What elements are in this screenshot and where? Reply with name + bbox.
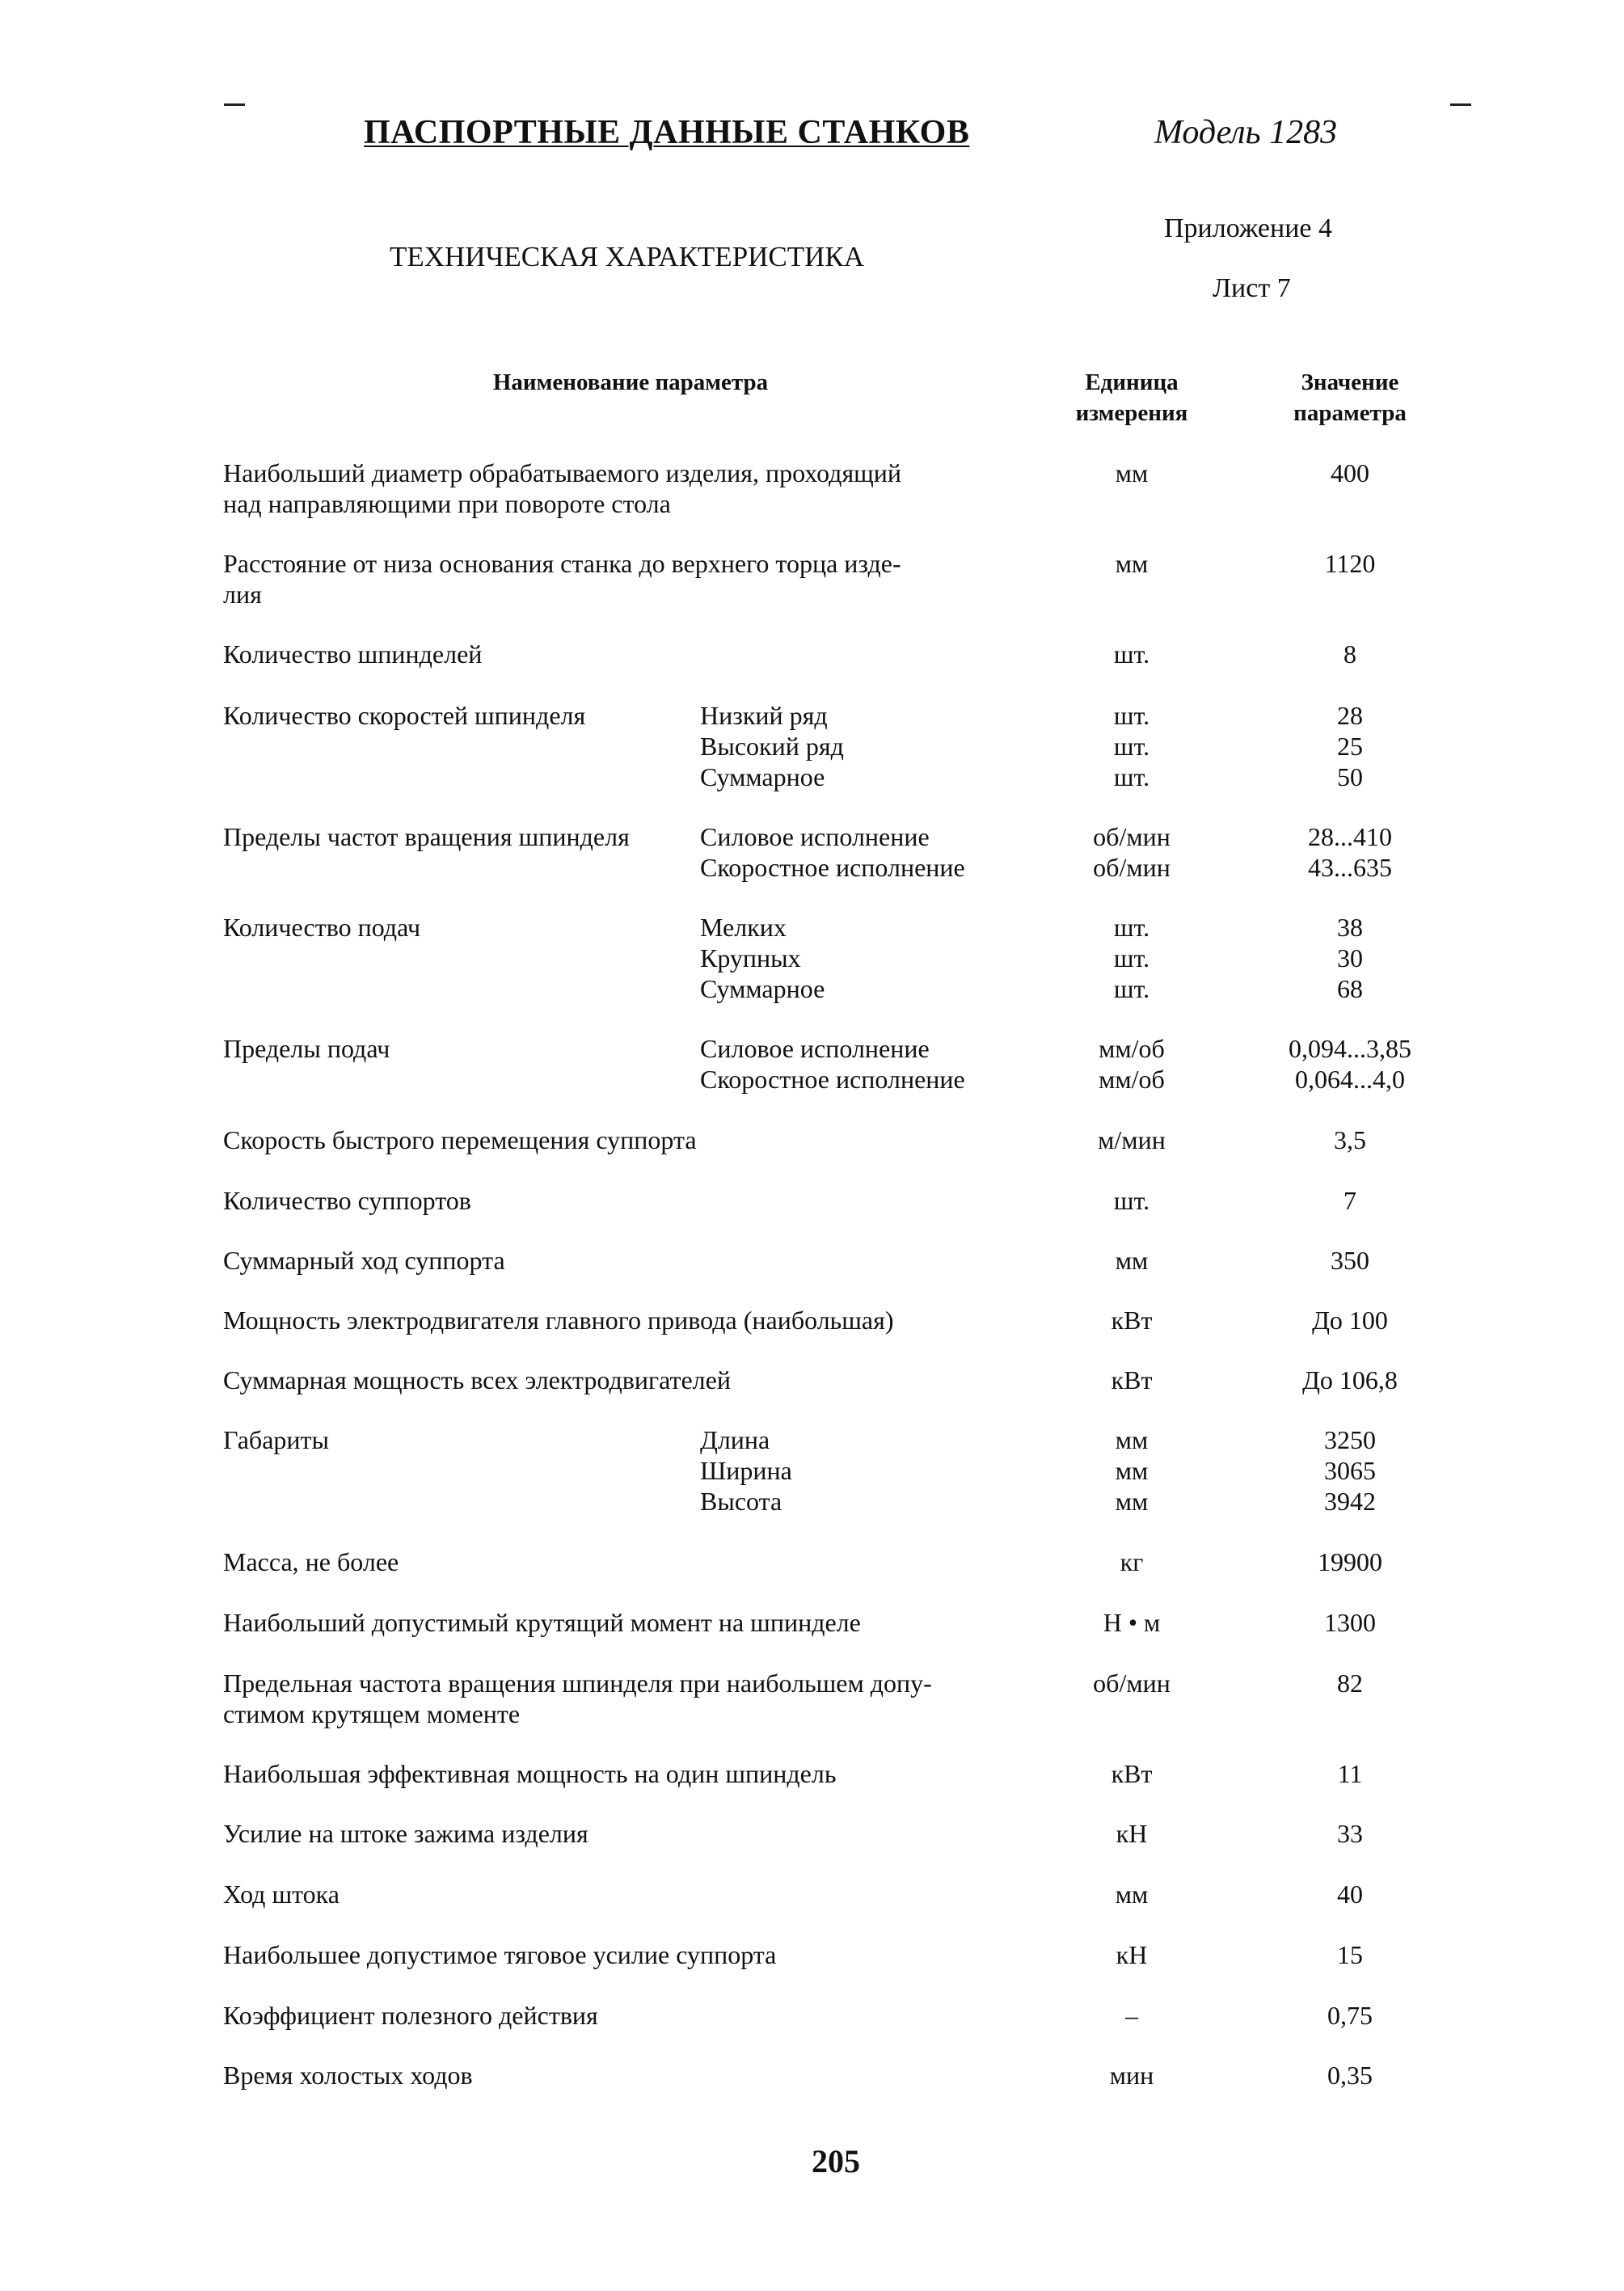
parameter-variant-line: Скоростное исполнение — [700, 1065, 965, 1094]
parameter-unit-line: кВт — [1111, 1759, 1153, 1788]
parameter-value — [1249, 2060, 1451, 2091]
parameter-name — [223, 1668, 1023, 1729]
parameter-value — [1249, 639, 1451, 669]
parameter-value-line: 7 — [1343, 1186, 1356, 1215]
parameter-value — [1249, 548, 1451, 579]
parameter-name — [223, 2000, 1023, 2031]
parameter-unit — [1035, 1818, 1229, 1849]
parameter-name — [223, 2060, 1023, 2091]
parameter-value-line: 40 — [1337, 1880, 1363, 1909]
parameter-name — [223, 1607, 1023, 1638]
parameter-unit — [1035, 458, 1229, 488]
parameter-name-line: Суммарный ход суппорта — [223, 1246, 505, 1275]
parameter-name — [223, 639, 1023, 669]
parameter-unit-line: мм — [1115, 1880, 1149, 1909]
corner-mark-right — [1450, 103, 1471, 106]
parameter-variant-line: Суммарное — [700, 974, 825, 1003]
parameter-name-line: Наибольший допустимый крутящий момент на шпинделе — [223, 1608, 861, 1637]
parameter-name-line: Предельная частота вращения шпинделя при наибольшем допу- — [223, 1669, 932, 1698]
parameter-value-line: 0,75 — [1327, 2001, 1373, 2030]
parameter-name-line: над направляющими при повороте стола — [223, 489, 671, 518]
parameter-value — [1249, 821, 1451, 883]
parameter-unit-line: шт. — [1113, 1186, 1150, 1215]
parameter-unit — [1035, 2000, 1229, 2031]
section-title: ТЕХНИЧЕСКАЯ ХАРАКТЕРИСТИКА — [390, 241, 865, 272]
parameter-value-line: 3065 — [1324, 1456, 1376, 1485]
parameter-unit-line: кг — [1120, 1547, 1144, 1576]
parameter-value-line: 1120 — [1324, 549, 1376, 578]
parameter-unit-line: шт. — [1113, 943, 1150, 973]
parameter-name-line: Габариты — [223, 1425, 329, 1454]
corner-mark-left — [224, 103, 245, 106]
parameter-variant-line: Скоростное исполнение — [700, 853, 965, 882]
parameter-value-line: 50 — [1337, 762, 1363, 791]
parameter-unit — [1035, 1607, 1229, 1638]
parameter-unit-line: шт. — [1113, 732, 1150, 761]
parameter-value-line: 400 — [1331, 458, 1369, 487]
parameter-variant-line: Высота — [700, 1487, 782, 1516]
parameter-name-line: стимом крутящем моменте — [223, 1699, 521, 1728]
parameter-value-line: 25 — [1337, 732, 1363, 761]
parameter-unit — [1035, 1245, 1229, 1276]
parameter-name-line: Расстояние от низа основания станка до верхнего торца изде- — [223, 549, 901, 578]
document-title: ПАСПОРТНЫЕ ДАННЫЕ СТАНКОВ — [364, 114, 970, 151]
parameter-value-line: 82 — [1337, 1669, 1363, 1698]
parameter-value — [1249, 1305, 1451, 1335]
parameter-name — [223, 458, 1023, 519]
parameter-name-line: Пределы частот вращения шпинделя — [223, 822, 630, 851]
parameter-name-line: Наибольшая эффективная мощность на один шпиндель — [223, 1759, 837, 1788]
parameter-unit — [1035, 1424, 1229, 1517]
parameter-unit-line: мм — [1115, 1425, 1149, 1454]
parameter-variant — [700, 700, 1040, 792]
parameter-unit-line: кН — [1116, 1940, 1148, 1969]
parameter-name-line: лия — [223, 580, 262, 609]
parameter-variant-line: Силовое исполнение — [700, 822, 930, 851]
parameter-name — [223, 1305, 1023, 1335]
parameter-name-line: Наибольшее допустимое тяговое усилие суппорта — [223, 1940, 777, 1969]
parameter-value-line: 3942 — [1324, 1487, 1376, 1516]
parameter-unit — [1035, 1033, 1229, 1095]
parameter-value-line: До 106,8 — [1302, 1365, 1398, 1394]
parameter-value-line: 1300 — [1324, 1608, 1376, 1637]
parameter-name-line: Ход штока — [223, 1880, 340, 1909]
parameter-name — [223, 1818, 1023, 1849]
parameter-value-line: До 100 — [1312, 1306, 1388, 1335]
parameter-value — [1249, 1033, 1451, 1095]
model-label: Модель 1283 — [1154, 114, 1338, 151]
parameter-name-line: Масса, не более — [223, 1547, 399, 1576]
parameter-value — [1249, 1245, 1451, 1276]
parameter-name — [223, 1939, 1023, 1970]
parameter-value-line: 38 — [1337, 913, 1363, 942]
column-header-unit — [1035, 367, 1229, 428]
parameter-unit — [1035, 1546, 1229, 1577]
parameter-value — [1249, 1758, 1451, 1789]
parameter-value — [1249, 1365, 1451, 1395]
parameter-name — [223, 1424, 700, 1455]
parameter-value — [1249, 1668, 1451, 1698]
appendix-label: Приложение 4 — [1164, 213, 1332, 243]
parameter-variant-line: Мелких — [700, 913, 787, 942]
parameter-value — [1249, 700, 1451, 792]
parameter-value-line: 3250 — [1324, 1425, 1376, 1454]
parameter-name-line: Количество суппортов — [223, 1186, 471, 1215]
parameter-value-line: 3,5 — [1334, 1125, 1366, 1154]
parameter-unit — [1035, 1668, 1229, 1698]
parameter-value — [1249, 1818, 1451, 1849]
parameter-value-line: 68 — [1337, 974, 1363, 1003]
column-header-unit-line-2: измерения — [1075, 400, 1188, 426]
parameter-name-line: Количество подач — [223, 913, 421, 942]
parameter-unit-line: мм/об — [1099, 1065, 1165, 1094]
parameter-unit-line: мин — [1109, 2061, 1154, 2090]
parameter-variant-line: Длина — [700, 1425, 770, 1454]
column-header-unit-line-1: Единица — [1085, 369, 1179, 395]
parameter-unit-line: кН — [1116, 1819, 1148, 1848]
parameter-value — [1249, 1607, 1451, 1638]
parameter-name — [223, 1124, 1023, 1155]
column-header-value — [1249, 367, 1451, 428]
parameter-unit — [1035, 2060, 1229, 2091]
column-header-value-line-2: параметра — [1293, 400, 1407, 426]
parameter-name-line: Наибольший диаметр обрабатываемого изделия, проходящий — [223, 458, 902, 487]
parameter-name — [223, 1546, 1023, 1577]
parameter-unit-line: шт. — [1113, 913, 1150, 942]
parameter-unit — [1035, 1879, 1229, 1909]
parameter-name-line: Усилие на штоке зажима изделия — [223, 1819, 588, 1848]
parameter-value-line: 0,35 — [1327, 2061, 1373, 2090]
parameter-name-line: Суммарная мощность всех электродвигателей — [223, 1365, 731, 1394]
parameter-unit — [1035, 1758, 1229, 1789]
parameter-name — [223, 912, 700, 943]
parameter-variant-line: Ширина — [700, 1456, 792, 1485]
parameter-name — [223, 548, 1023, 610]
parameter-unit — [1035, 912, 1229, 1004]
parameter-unit-line: об/мин — [1093, 1669, 1171, 1698]
parameter-unit — [1035, 639, 1229, 669]
parameter-value — [1249, 458, 1451, 488]
parameter-unit-line: м/мин — [1098, 1125, 1166, 1154]
parameter-name-line: Пределы подач — [223, 1034, 390, 1063]
parameter-variant — [700, 912, 1040, 1004]
parameter-value — [1249, 1939, 1451, 1970]
parameter-unit — [1035, 1365, 1229, 1395]
parameter-unit — [1035, 1185, 1229, 1216]
column-header-parameter — [469, 367, 792, 398]
parameter-value-line: 0,094...3,85 — [1289, 1034, 1411, 1063]
parameter-value — [1249, 1424, 1451, 1517]
parameter-name — [223, 1185, 1023, 1216]
parameter-name — [223, 821, 700, 852]
parameter-value-line: 19900 — [1318, 1547, 1382, 1576]
parameter-variant-line: Высокий ряд — [700, 732, 844, 761]
parameter-variant — [700, 1424, 1040, 1517]
parameter-value-line: 350 — [1331, 1246, 1369, 1275]
parameter-unit-line: мм — [1115, 549, 1149, 578]
page-number: 205 — [812, 2143, 860, 2179]
parameter-variant-line: Крупных — [700, 943, 801, 973]
parameter-value-line: 30 — [1337, 943, 1363, 973]
parameter-unit-line: шт. — [1113, 639, 1150, 669]
parameter-value-line: 8 — [1343, 639, 1356, 669]
parameter-unit-line: шт. — [1113, 762, 1150, 791]
parameter-value — [1249, 1546, 1451, 1577]
parameter-unit-line: – — [1125, 2001, 1138, 2030]
parameter-variant-line: Низкий ряд — [700, 701, 828, 730]
parameter-name — [223, 700, 700, 731]
parameter-unit-line: мм — [1115, 458, 1149, 487]
parameter-name — [223, 1033, 700, 1064]
parameter-unit-line: шт. — [1113, 974, 1150, 1003]
parameter-value-line: 0,064...4,0 — [1295, 1065, 1405, 1094]
parameter-value — [1249, 2000, 1451, 2031]
parameter-name-line: Скорость быстрого перемещения суппорта — [223, 1125, 697, 1154]
parameter-variant — [700, 821, 1040, 883]
parameter-unit — [1035, 821, 1229, 883]
parameter-value-line: 28...410 — [1308, 822, 1392, 851]
parameter-unit-line: кВт — [1111, 1365, 1153, 1394]
parameter-variant-line: Силовое исполнение — [700, 1034, 930, 1063]
parameter-name — [223, 1365, 1023, 1395]
parameter-unit — [1035, 700, 1229, 792]
parameter-unit — [1035, 1124, 1229, 1155]
parameter-value — [1249, 912, 1451, 1004]
parameter-name-line: Время холостых ходов — [223, 2061, 473, 2090]
column-header-parameter-text: Наименование параметра — [492, 369, 769, 395]
parameter-unit — [1035, 548, 1229, 579]
parameter-unit-line: мм — [1115, 1487, 1149, 1516]
parameter-unit-line: об/мин — [1093, 822, 1171, 851]
parameter-name — [223, 1245, 1023, 1276]
parameter-value-line: 28 — [1337, 701, 1363, 730]
parameter-name — [223, 1758, 1023, 1789]
parameter-value — [1249, 1879, 1451, 1909]
parameter-variant — [700, 1033, 1040, 1095]
parameter-unit-line: об/мин — [1093, 853, 1171, 882]
parameter-name-line: Мощность электродвигателя главного привода (наибольшая) — [223, 1306, 894, 1335]
parameter-unit-line: мм/об — [1099, 1034, 1165, 1063]
parameter-name-line: Количество скоростей шпинделя — [223, 701, 586, 730]
parameter-unit — [1035, 1305, 1229, 1335]
parameter-unit-line: мм — [1115, 1246, 1149, 1275]
parameter-name — [223, 1879, 1023, 1909]
parameter-value — [1249, 1124, 1451, 1155]
parameter-variant-line: Суммарное — [700, 762, 825, 791]
column-header-value-line-1: Значение — [1301, 369, 1399, 395]
parameter-name-line: Количество шпинделей — [223, 639, 483, 669]
parameter-unit-line: Н • м — [1103, 1608, 1161, 1637]
parameter-value — [1249, 1185, 1451, 1216]
parameter-name-line: Коэффициент полезного действия — [223, 2001, 598, 2030]
parameter-value-line: 33 — [1337, 1819, 1363, 1848]
parameter-unit-line: шт. — [1113, 701, 1150, 730]
parameter-unit-line: кВт — [1111, 1306, 1153, 1335]
parameter-unit-line: мм — [1115, 1456, 1149, 1485]
parameter-unit — [1035, 1939, 1229, 1970]
parameter-value-line: 15 — [1337, 1940, 1363, 1969]
sheet-label: Лист 7 — [1213, 273, 1291, 303]
parameter-value-line: 43...635 — [1308, 853, 1392, 882]
parameter-value-line: 11 — [1337, 1759, 1363, 1788]
